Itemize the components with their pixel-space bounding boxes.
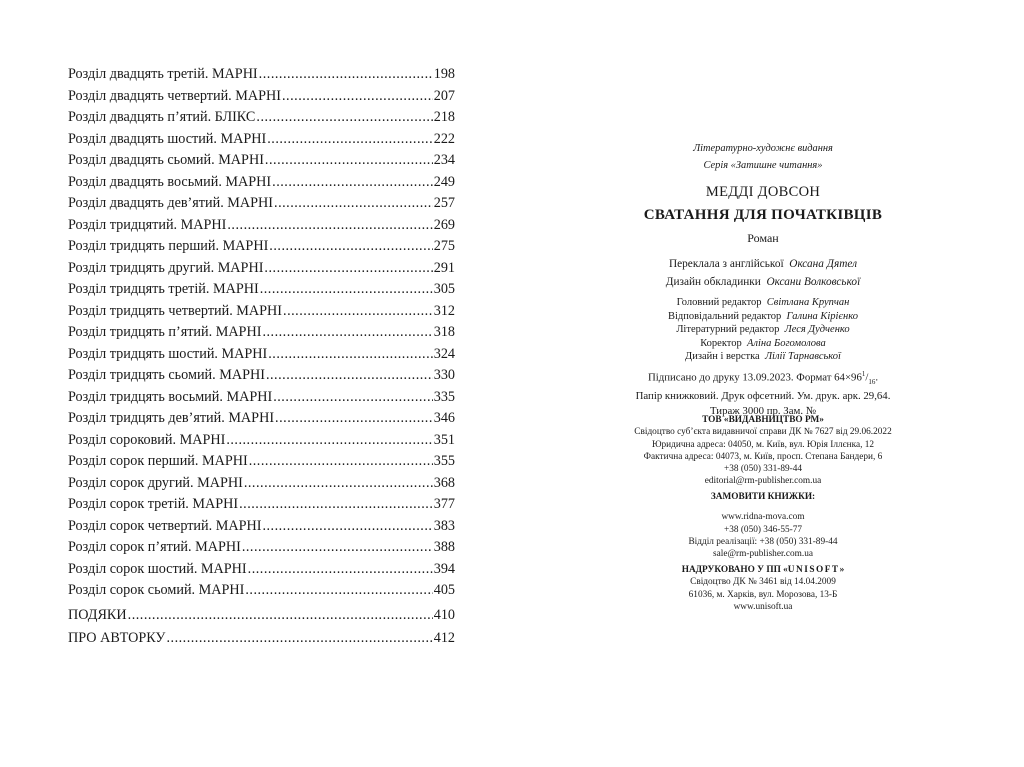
toc-leader bbox=[265, 150, 433, 172]
credits-staff bbox=[600, 296, 926, 364]
staff-line bbox=[600, 337, 926, 351]
toc-title: Розділ тридцять п’ятий. МАРНІ bbox=[68, 324, 262, 340]
toc-entry bbox=[68, 559, 455, 581]
toc-title: Розділ тридцять перший. МАРНІ bbox=[68, 238, 269, 254]
toc-leader bbox=[275, 408, 433, 430]
toc-title: Розділ тридцять третій. МАРНІ bbox=[68, 281, 259, 297]
staff-name: Галина Кірієнко bbox=[786, 310, 859, 322]
publisher-line: Свідоцтво суб’єкта видавничої справи ДК № 7627 від 29.06.2022 bbox=[634, 427, 892, 438]
table-of-contents bbox=[68, 64, 455, 650]
toc-entry bbox=[68, 215, 455, 237]
toc-title: Розділ двадцять четвертий. МАРНІ bbox=[68, 87, 281, 104]
staff-line bbox=[600, 310, 926, 324]
toc-entry bbox=[68, 172, 455, 194]
toc-page: 249 bbox=[433, 173, 455, 190]
order-line: Відділ реалізації: +38 (050) 331-89-44 bbox=[688, 536, 838, 547]
edition-type: Літературно-художнє видання bbox=[693, 143, 833, 154]
staff-name: Лілії Тарнавської bbox=[764, 351, 841, 362]
printer-name: UNISOFT bbox=[787, 565, 840, 575]
toc-title: Розділ тридцять шостий. МАРНІ bbox=[68, 345, 268, 362]
toc-title: Розділ сорок сьомий. МАРНІ bbox=[68, 582, 245, 598]
toc-leader bbox=[283, 301, 433, 323]
toc-page: 355 bbox=[433, 453, 455, 469]
printer-heading bbox=[600, 564, 926, 576]
toc-entry bbox=[68, 408, 455, 430]
order-heading: ЗАМОВИТИ КНИЖКИ: bbox=[710, 492, 816, 502]
toc-entry bbox=[68, 129, 455, 151]
toc-page: 257 bbox=[433, 195, 455, 211]
staff-role: Дизайн і верстка bbox=[685, 351, 760, 362]
cover-design-line bbox=[600, 273, 926, 291]
staff-line bbox=[600, 296, 926, 310]
toc-leader bbox=[266, 365, 433, 387]
toc-entry bbox=[68, 473, 455, 495]
toc-leader bbox=[259, 64, 433, 86]
toc-entry bbox=[68, 344, 455, 366]
publisher-line: +38 (050) 331-89-44 bbox=[723, 464, 803, 475]
format-denominator: 16 bbox=[868, 377, 876, 386]
toc-page: 222 bbox=[433, 130, 455, 147]
toc-title: Розділ тридцять восьмий. МАРНІ bbox=[68, 388, 273, 405]
toc-page: 318 bbox=[433, 324, 455, 340]
toc-page: 346 bbox=[433, 410, 455, 426]
toc-title: Розділ сороковий. МАРНІ bbox=[68, 431, 226, 448]
toc-page: 394 bbox=[433, 560, 455, 577]
toc-entry bbox=[68, 365, 455, 387]
toc-title: Розділ тридцятий. МАРНІ bbox=[68, 216, 227, 233]
toc-entry bbox=[68, 451, 455, 473]
staff-name: Леся Дудченко bbox=[784, 324, 850, 335]
toc-leader bbox=[239, 494, 433, 516]
order-line: sale@rm-publisher.com.ua bbox=[713, 549, 813, 560]
toc-leader bbox=[262, 516, 432, 538]
toc-title: Розділ тридцять дев’ятий. МАРНІ bbox=[68, 410, 275, 426]
toc-leader bbox=[242, 537, 433, 559]
toc-title: ПОДЯКИ bbox=[68, 606, 127, 623]
staff-name: Аліна Богомолова bbox=[747, 337, 826, 349]
toc-entry bbox=[68, 279, 455, 301]
toc-leader bbox=[282, 86, 433, 108]
staff-role: Літературний редактор bbox=[676, 324, 780, 335]
toc-entry bbox=[68, 387, 455, 409]
toc-leader bbox=[274, 193, 433, 215]
translator-label: Переклала з англійської bbox=[668, 258, 784, 270]
toc-entry bbox=[68, 236, 455, 258]
toc-page: 324 bbox=[433, 345, 455, 362]
toc-title: Розділ сорок шостий. МАРНІ bbox=[68, 560, 247, 577]
toc-title: Розділ двадцять сьомий. МАРНІ bbox=[68, 152, 264, 168]
publisher-line: Юридична адреса: 04050, м. Київ, вул. Юрія Іллєнка, 12 bbox=[651, 439, 875, 450]
publisher-line: editorial@rm-publisher.com.ua bbox=[704, 476, 822, 487]
toc-entry bbox=[68, 580, 455, 602]
toc-title: Розділ сорок третій. МАРНІ bbox=[68, 496, 239, 512]
book-title: СВАТАННЯ ДЛЯ ПОЧАТКІВЦІВ bbox=[643, 207, 883, 223]
format-numerator: 1 bbox=[861, 370, 866, 378]
toc-page: 269 bbox=[433, 216, 455, 233]
toc-page: 198 bbox=[433, 66, 455, 82]
toc-leader bbox=[245, 580, 432, 602]
toc-leader bbox=[268, 344, 432, 366]
toc-page: 368 bbox=[433, 474, 455, 491]
toc-entry bbox=[68, 516, 455, 538]
run-line: Тираж 3000 пр. Зам. № bbox=[709, 404, 817, 417]
publisher-name: ТОВ «ВИДАВНИЦТВО РМ» bbox=[702, 415, 824, 425]
toc-leader bbox=[262, 322, 432, 344]
staff-role: Головний редактор bbox=[676, 297, 762, 308]
toc-leader bbox=[269, 236, 432, 258]
toc-page: 412 bbox=[433, 630, 455, 646]
printer-suffix: » bbox=[839, 565, 845, 575]
order-line: +38 (050) 346-55-77 bbox=[723, 524, 803, 535]
printer-prefix: НАДРУКОВАНО У ПП « bbox=[681, 565, 788, 575]
toc-page: 377 bbox=[433, 496, 455, 512]
toc-leader bbox=[248, 559, 433, 581]
toc-title: Розділ двадцять восьмий. МАРНІ bbox=[68, 173, 272, 190]
toc-leader bbox=[264, 258, 432, 280]
order-spacer bbox=[600, 503, 926, 511]
edition-info bbox=[600, 141, 926, 174]
cover-designer: Оксани Волковської bbox=[766, 276, 861, 288]
toc-title: Розділ тридцять сьомий. МАРНІ bbox=[68, 367, 265, 383]
print-format-line bbox=[600, 367, 926, 389]
toc-page: 218 bbox=[433, 109, 455, 125]
staff-line bbox=[600, 350, 926, 364]
book-genre: Роман bbox=[747, 231, 779, 245]
toc-entry bbox=[68, 494, 455, 516]
toc-page: 405 bbox=[433, 582, 455, 598]
toc-title: Розділ двадцять шостий. МАРНІ bbox=[68, 130, 267, 147]
toc-leader bbox=[166, 628, 432, 650]
toc-page: 291 bbox=[433, 259, 455, 276]
toc-title: Розділ сорок четвертий. МАРНІ bbox=[68, 517, 262, 534]
staff-name: Світлана Крупчан bbox=[766, 297, 850, 308]
book-author: МЕДДІ ДОВСОН bbox=[705, 184, 821, 200]
printer-line: www.unisoft.ua bbox=[733, 601, 793, 612]
series-name: Серія «Затишне читання» bbox=[703, 159, 823, 171]
translator-line bbox=[600, 255, 926, 273]
toc-leader bbox=[256, 107, 432, 129]
toc-title: Розділ двадцять дев’ятий. МАРНІ bbox=[68, 195, 274, 211]
publisher-line: Фактична адреса: 04073, м. Київ, просп. Степана Бандери, 6 bbox=[643, 451, 883, 462]
toc-page: 351 bbox=[433, 431, 455, 448]
printer-block bbox=[600, 564, 926, 613]
toc-title: Розділ тридцять другий. МАРНІ bbox=[68, 259, 264, 276]
toc-page: 330 bbox=[433, 367, 455, 383]
toc-leader bbox=[128, 605, 433, 627]
print-format-text: Підписано до друку 13.09.2023. Формат 64×96 bbox=[647, 371, 862, 384]
toc-entry bbox=[68, 193, 455, 215]
publisher-block bbox=[600, 414, 926, 488]
toc-page: 275 bbox=[433, 238, 455, 254]
staff-role: Відповідальний редактор bbox=[667, 310, 782, 322]
toc-leader bbox=[226, 430, 432, 452]
toc-title: Розділ двадцять третій. МАРНІ bbox=[68, 66, 258, 82]
toc-leader bbox=[267, 129, 433, 151]
translator-name: Оксана Дятел bbox=[789, 258, 858, 270]
toc-title: Розділ тридцять четвертий. МАРНІ bbox=[68, 302, 283, 319]
toc-leader bbox=[273, 387, 433, 409]
toc-leader bbox=[272, 172, 433, 194]
order-block bbox=[600, 491, 926, 560]
toc-entry bbox=[68, 628, 455, 650]
paper-line: Папір книжковий. Друк офсетний. Ум. друк. арк. 29,64. bbox=[635, 390, 891, 403]
cover-label: Дизайн обкладинки bbox=[665, 276, 761, 288]
toc-entry bbox=[68, 537, 455, 559]
toc-entry bbox=[68, 107, 455, 129]
toc-title: Розділ сорок п’ятий. МАРНІ bbox=[68, 539, 241, 555]
toc-title: ПРО АВТОРКУ bbox=[68, 630, 166, 646]
printer-line: 61036, м. Харків, вул. Морозова, 13-Б bbox=[688, 589, 838, 600]
toc-leader bbox=[227, 215, 432, 237]
toc-title: Розділ сорок перший. МАРНІ bbox=[68, 453, 248, 469]
toc-page: 207 bbox=[433, 87, 455, 104]
toc-page: 305 bbox=[433, 281, 455, 297]
toc-page: 410 bbox=[433, 606, 455, 623]
toc-page: 234 bbox=[433, 152, 455, 168]
toc-entry bbox=[68, 258, 455, 280]
toc-entry bbox=[68, 605, 455, 627]
toc-page: 383 bbox=[433, 517, 455, 534]
staff-role: Коректор bbox=[700, 337, 742, 349]
credits-main bbox=[600, 255, 926, 291]
order-line: www.ridna-mova.com bbox=[721, 512, 805, 523]
toc-title: Розділ сорок другий. МАРНІ bbox=[68, 474, 243, 491]
toc-entry bbox=[68, 64, 455, 86]
toc-title: Розділ двадцять п’ятий. БЛІКС bbox=[68, 109, 256, 125]
toc-leader bbox=[260, 279, 433, 301]
toc-entry bbox=[68, 322, 455, 344]
format-end: . bbox=[875, 371, 879, 384]
toc-leader bbox=[244, 473, 433, 495]
print-details bbox=[600, 367, 926, 418]
toc-entry bbox=[68, 430, 455, 452]
toc-leader bbox=[249, 451, 433, 473]
staff-line bbox=[600, 323, 926, 337]
format-slash: / bbox=[865, 371, 869, 384]
toc-page: 312 bbox=[433, 302, 455, 319]
printer-line: Свідоцтво ДК № 3461 від 14.04.2009 bbox=[690, 577, 836, 588]
toc-page: 388 bbox=[433, 539, 455, 555]
toc-entry bbox=[68, 301, 455, 323]
toc-entry bbox=[68, 150, 455, 172]
toc-entry bbox=[68, 86, 455, 108]
toc-page: 335 bbox=[433, 388, 455, 405]
